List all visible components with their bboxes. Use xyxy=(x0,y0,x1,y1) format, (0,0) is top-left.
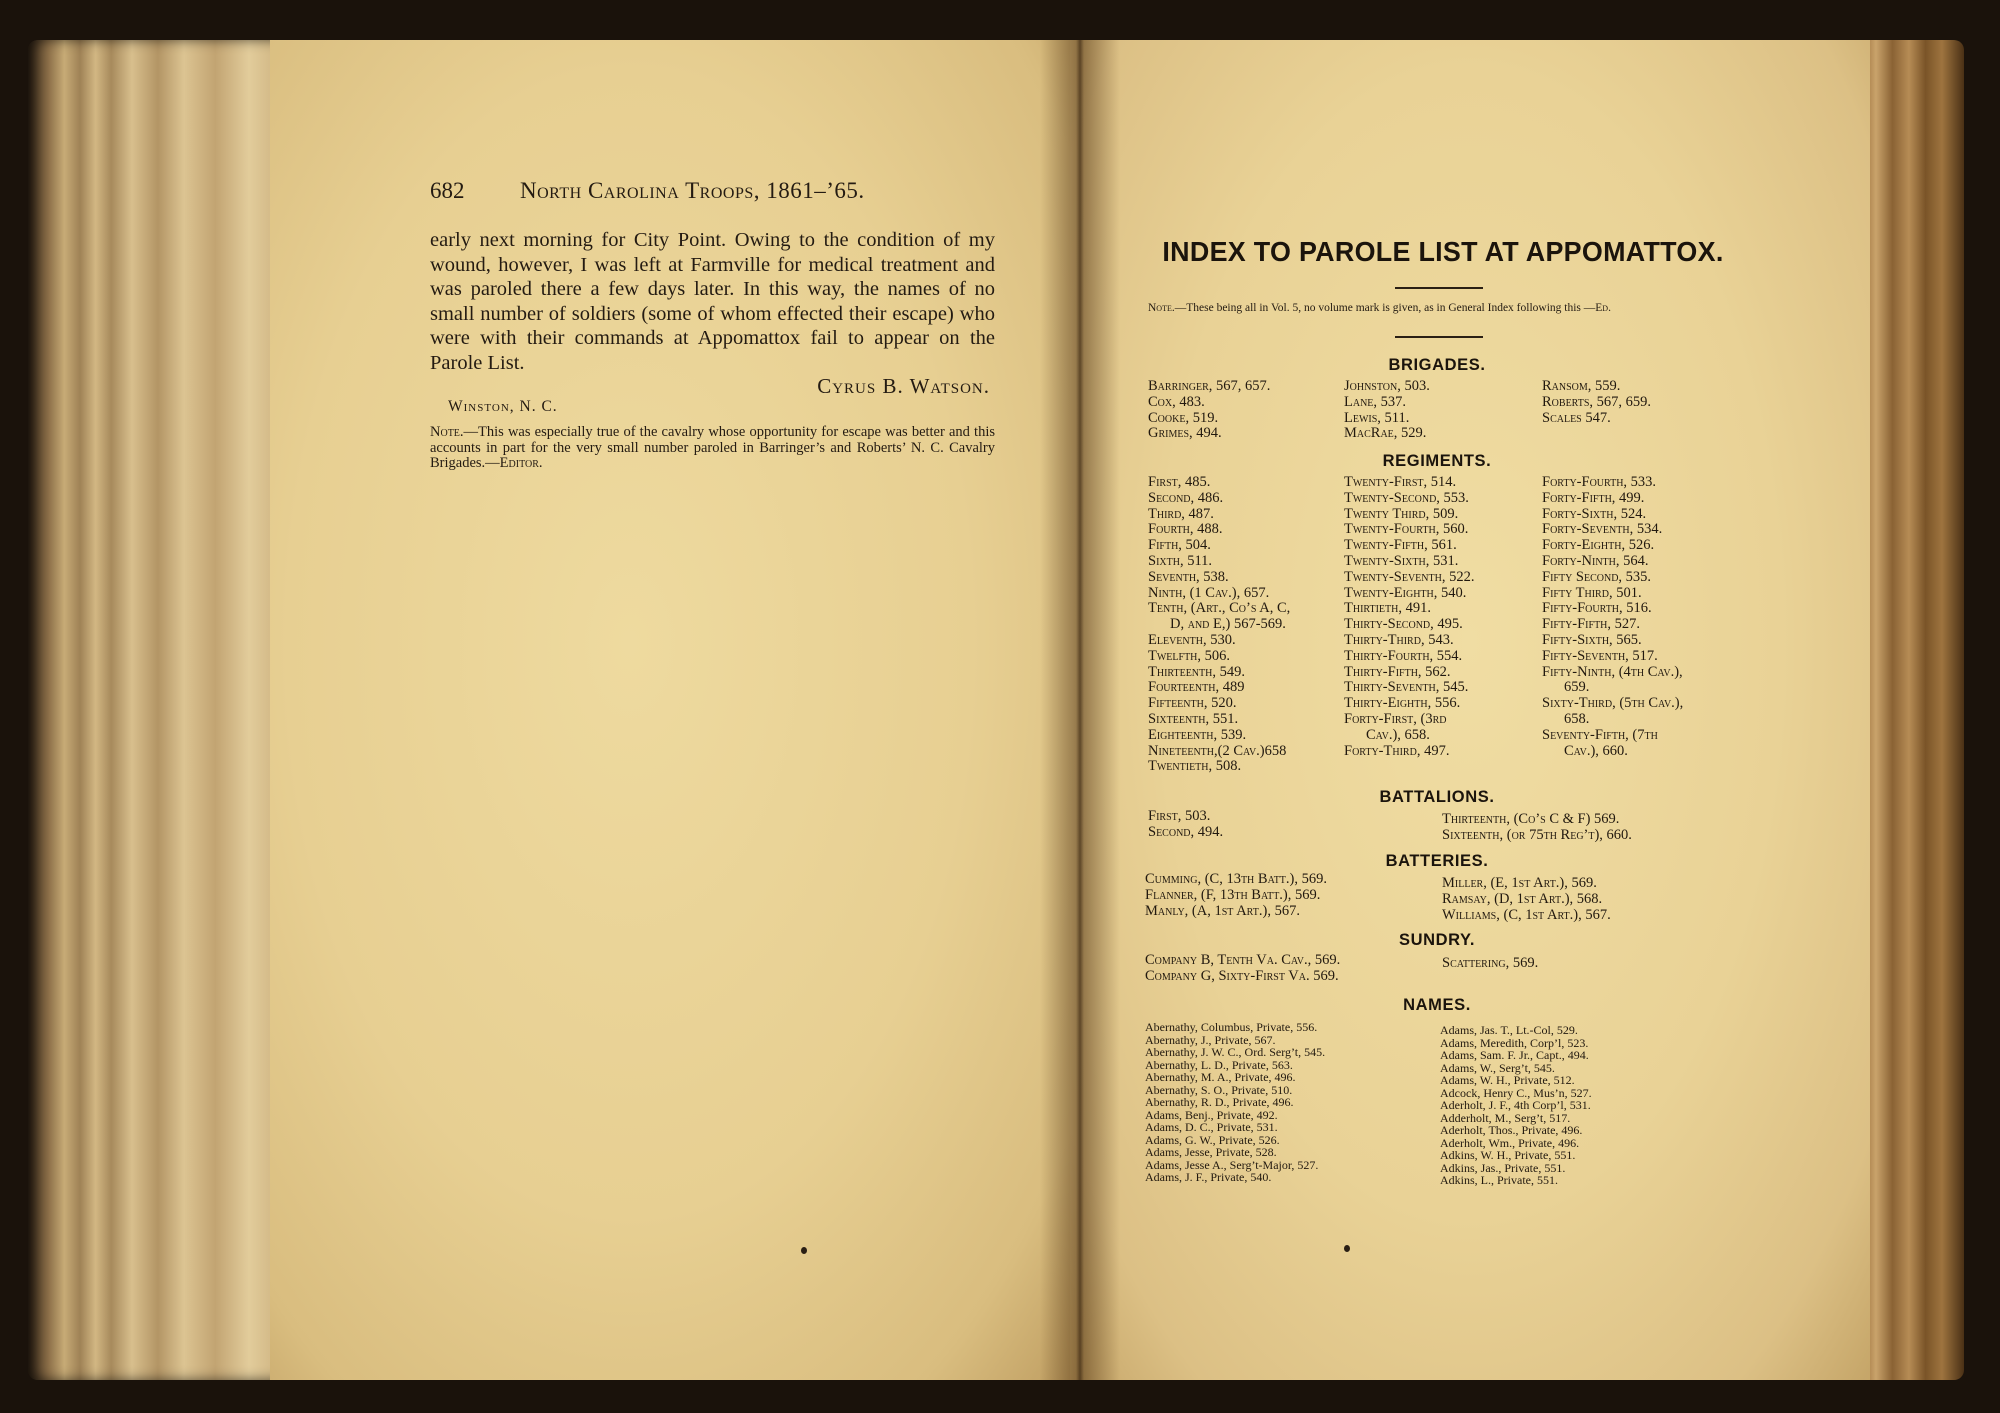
index-entry: Aderholt, Wm., Private, 496. xyxy=(1440,1135,1580,1150)
regiments-col-2 xyxy=(1344,475,1474,759)
index-entry: Aderholt, Thos., Private, 496. xyxy=(1440,1123,1583,1137)
index-entry: Adkins, L., Private, 551. xyxy=(1440,1173,1558,1187)
index-entry: Thirteenth, (Co’s C & F) 569. xyxy=(1442,811,1620,827)
index-entry: Cav.), 660. xyxy=(1564,742,1628,759)
index-entry: MacRae, 529. xyxy=(1344,425,1427,442)
index-entry: Seventh, 538. xyxy=(1148,568,1229,585)
index-entry: Twenty-Sixth, 531. xyxy=(1344,552,1459,569)
editor-note xyxy=(430,425,995,472)
print-mark-right xyxy=(1344,1245,1350,1252)
index-entry: Abernathy, R. D., Private, 496. xyxy=(1145,1095,1294,1109)
index-entry: Forty-First, (3rd xyxy=(1344,710,1447,727)
index-entry: Adams, J. F., Private, 540. xyxy=(1145,1170,1272,1184)
index-entry: First, 503. xyxy=(1148,808,1211,824)
index-entry: Forty-Seventh, 534. xyxy=(1542,521,1663,538)
index-entry: Fifty Second, 535. xyxy=(1542,568,1652,585)
sundry-col-1 xyxy=(1145,953,1340,985)
brigades-col-3 xyxy=(1542,379,1651,426)
index-entry: Ninth, (1 Cav.), 657. xyxy=(1148,584,1270,601)
index-entry: Adkins, W. H., Private, 551. xyxy=(1440,1148,1576,1162)
index-entry: Adams, Benj., Private, 492. xyxy=(1145,1107,1278,1122)
index-entry: Adams, D. C., Private, 531. xyxy=(1145,1120,1278,1134)
index-entry: Adams, Jas. T., Lt.-Col, 529. xyxy=(1440,1023,1578,1037)
index-entry: Roberts, 567, 659. xyxy=(1542,393,1652,410)
index-entry: Third, 487. xyxy=(1148,505,1214,522)
index-entry: Thirty-Second, 495. xyxy=(1344,616,1463,633)
index-entry: Thirty-Third, 543. xyxy=(1344,631,1454,648)
index-entry: Abernathy, J., Private, 567. xyxy=(1145,1032,1276,1047)
place-line: Winston, N. C. xyxy=(448,398,558,415)
names-col-1 xyxy=(1145,1021,1325,1184)
index-entry: Cooke, 519. xyxy=(1148,409,1219,426)
index-entry: Forty-Eighth, 526. xyxy=(1542,537,1655,554)
index-entry: D, and E,) 567-569. xyxy=(1170,616,1286,633)
battalions-col-2 xyxy=(1442,812,1632,844)
index-entry: Johnston, 503. xyxy=(1344,378,1430,394)
index-entry: Adams, Jesse, Private, 528. xyxy=(1145,1145,1277,1159)
index-entry: First, 485. xyxy=(1148,474,1211,490)
index-note-label: Note. xyxy=(1148,302,1175,314)
index-entry: Twenty-Second, 553. xyxy=(1344,489,1469,506)
index-entry: Forty-Fourth, 533. xyxy=(1542,474,1657,490)
index-entry: Sixteenth, (or 75th Reg’t), 660. xyxy=(1442,826,1632,843)
index-entry: Adams, Jesse A., Serg’t-Major, 527. xyxy=(1145,1157,1319,1172)
note-editor: Editor. xyxy=(499,455,543,471)
book-page-edges-left xyxy=(28,40,288,1380)
running-header xyxy=(430,178,990,204)
index-entry: Fifty-Fourth, 516. xyxy=(1542,600,1652,617)
sundry-col-2 xyxy=(1442,956,1538,972)
index-entry: Fourteenth, 489 xyxy=(1148,679,1245,696)
index-entry: Twenty-Seventh, 522. xyxy=(1344,568,1475,585)
index-entry: Adams, G. W., Private, 526. xyxy=(1145,1132,1280,1147)
title-rule xyxy=(1395,287,1483,289)
index-entry: Twenty Third, 509. xyxy=(1344,505,1459,522)
index-entry: Twenty-First, 514. xyxy=(1344,474,1457,490)
index-entry: Fifty-Seventh, 517. xyxy=(1542,647,1658,664)
index-entry: Fifty-Ninth, (4th Cav.), xyxy=(1542,663,1683,680)
index-entry: Second, 494. xyxy=(1148,823,1224,840)
index-entry: Flanner, (F, 13th Batt.), 569. xyxy=(1145,886,1321,903)
index-entry: Williams, (C, 1st Art.), 567. xyxy=(1442,906,1611,923)
index-title: INDEX TO PAROLE LIST AT APPOMATTOX. xyxy=(1162,236,1724,267)
index-entry: Tenth, (Art., Co’s A, C, xyxy=(1148,600,1291,617)
index-entry: Lane, 537. xyxy=(1344,393,1407,410)
index-entry: Abernathy, Columbus, Private, 556. xyxy=(1145,1020,1318,1034)
index-entry: Adams, W. H., Private, 512. xyxy=(1440,1073,1575,1087)
body-paragraph: early next morning for City Point. Owing to the condition of my wound, however, I was left at Farmville for medical treatment and was paroled there a few days later. In this way, the names of no small number of soldiers (some of whom effected their escape) who were with their commands at Appomattox fail to appear on the Parole List. xyxy=(430,229,995,374)
index-entry: Abernathy, S. O., Private, 510. xyxy=(1145,1082,1293,1097)
index-entry: 659. xyxy=(1564,679,1590,696)
index-entry: Ransom, 559. xyxy=(1542,378,1621,394)
index-entry: Twenty-Fourth, 560. xyxy=(1344,521,1469,538)
section-heading-brigades: BRIGADES. xyxy=(1388,356,1486,374)
index-entry: Twenty-Fifth, 561. xyxy=(1344,537,1457,554)
index-entry: Fifteenth, 520. xyxy=(1148,695,1237,712)
index-entry: Ramsay, (D, 1st Art.), 568. xyxy=(1442,890,1603,907)
index-entry: Adkins, Jas., Private, 551. xyxy=(1440,1160,1566,1175)
index-entry: Lewis, 511. xyxy=(1344,409,1410,426)
battalions-col-1 xyxy=(1148,809,1223,841)
index-entry: Cox, 483. xyxy=(1148,393,1205,410)
index-note xyxy=(1148,302,1743,315)
index-entry: Forty-Third, 497. xyxy=(1344,742,1450,759)
index-note-text: —These being all in Vol. 5, no volume mark is given, as in General Index following this — xyxy=(1174,302,1596,314)
index-entry: Twentieth, 508. xyxy=(1148,758,1242,775)
index-note-ed: Ed. xyxy=(1595,302,1611,314)
index-entry: Barringer, 567, 657. xyxy=(1148,378,1271,394)
section-heading-names: NAMES. xyxy=(1403,996,1471,1014)
batteries-col-2 xyxy=(1442,876,1611,923)
index-entry: Thirty-Fifth, 562. xyxy=(1344,663,1451,680)
index-entry: Fifty-Sixth, 565. xyxy=(1542,631,1642,648)
page-number: 682 xyxy=(430,178,465,203)
index-entry: Nineteenth,(2 Cav.)658 xyxy=(1148,742,1287,759)
note-label: Note. xyxy=(430,424,464,440)
index-entry: Abernathy, L. D., Private, 563. xyxy=(1145,1057,1293,1072)
index-entry: Cumming, (C, 13th Batt.), 569. xyxy=(1145,871,1327,887)
index-entry: Cav.), 658. xyxy=(1366,726,1430,743)
index-entry: Sixth, 511. xyxy=(1148,552,1213,569)
index-entry: Seventy-Fifth, (7th xyxy=(1542,726,1658,743)
index-entry: Sixty-Third, (5th Cav.), xyxy=(1542,695,1684,712)
index-entry: Scales 547. xyxy=(1542,409,1611,426)
index-entry: Abernathy, M. A., Private, 496. xyxy=(1145,1070,1296,1084)
index-entry: Aderholt, J. F., 4th Corp’l, 531. xyxy=(1440,1098,1591,1112)
index-entry: Thirty-Seventh, 545. xyxy=(1344,679,1469,696)
index-entry: Fifty Third, 501. xyxy=(1542,584,1642,601)
index-entry: Miller, (E, 1st Art.), 569. xyxy=(1442,875,1597,891)
brigades-col-2 xyxy=(1344,379,1430,442)
print-mark xyxy=(801,1247,807,1254)
index-entry: Adams, Sam. F. Jr., Capt., 494. xyxy=(1440,1048,1589,1062)
regiments-col-3 xyxy=(1542,475,1683,759)
note-text: —This was especially true of the cavalry whose opportunity for escape was better and this accounts in part for the very small number paroled in Barringer’s and Roberts’ N. C. Cavalry Brigades.— xyxy=(430,424,995,471)
index-entry: Adams, Meredith, Corp’l, 523. xyxy=(1440,1035,1589,1050)
index-entry: Forty-Sixth, 524. xyxy=(1542,505,1647,522)
names-col-2 xyxy=(1440,1024,1592,1187)
section-heading-sundry: SUNDRY. xyxy=(1398,931,1476,949)
index-entry: Eleventh, 530. xyxy=(1148,631,1236,648)
index-entry: Fifth, 504. xyxy=(1148,537,1211,554)
note-rule xyxy=(1395,336,1483,338)
signature: Cyrus B. Watson. xyxy=(817,374,990,398)
index-entry: Twenty-Eighth, 540. xyxy=(1344,584,1467,601)
running-head-title: North Carolina Troops, 1861–’65. xyxy=(520,178,865,203)
index-entry: Scattering, 569. xyxy=(1442,955,1539,971)
index-entry: Thirteenth, 549. xyxy=(1148,663,1245,680)
index-entry: Second, 486. xyxy=(1148,489,1224,506)
index-entry: Adams, W., Serg’t, 545. xyxy=(1440,1060,1555,1075)
regiments-col-1 xyxy=(1148,475,1290,775)
index-entry: Thirty-Fourth, 554. xyxy=(1344,647,1463,664)
index-entry: Eighteenth, 539. xyxy=(1148,726,1247,743)
index-entry: Fourth, 488. xyxy=(1148,521,1223,538)
index-entry: Forty-Ninth, 564. xyxy=(1542,552,1649,569)
index-entry: Thirty-Eighth, 556. xyxy=(1344,695,1461,712)
brigades-col-1 xyxy=(1148,379,1270,442)
section-heading-batteries: BATTERIES. xyxy=(1385,852,1489,870)
index-entry: Thirtieth, 491. xyxy=(1344,600,1431,617)
section-heading-battalions: BATTALIONS. xyxy=(1379,788,1495,806)
index-entry: Abernathy, J. W. C., Ord. Serg’t, 545. xyxy=(1145,1045,1326,1059)
section-heading-regiments: REGIMENTS. xyxy=(1382,452,1492,470)
index-entry: Company B, Tenth Va. Cav., 569. xyxy=(1145,952,1341,968)
index-entry: Sixteenth, 551. xyxy=(1148,710,1239,727)
index-entry: Adderholt, M., Serg’t, 517. xyxy=(1440,1110,1571,1125)
index-entry: Manly, (A, 1st Art.), 567. xyxy=(1145,902,1300,919)
batteries-col-1 xyxy=(1145,872,1327,919)
index-entry: Company G, Sixty-First Va. 569. xyxy=(1145,967,1339,984)
index-entry: Twelfth, 506. xyxy=(1148,647,1231,664)
index-entry: Fifty-Fifth, 527. xyxy=(1542,616,1641,633)
index-entry: Grimes, 494. xyxy=(1148,425,1222,442)
index-entry: 658. xyxy=(1564,710,1590,727)
index-entry: Adcock, Henry C., Mus’n, 527. xyxy=(1440,1085,1592,1100)
index-entry: Forty-Fifth, 499. xyxy=(1542,489,1645,506)
book-page-edges-right xyxy=(1854,40,1964,1380)
